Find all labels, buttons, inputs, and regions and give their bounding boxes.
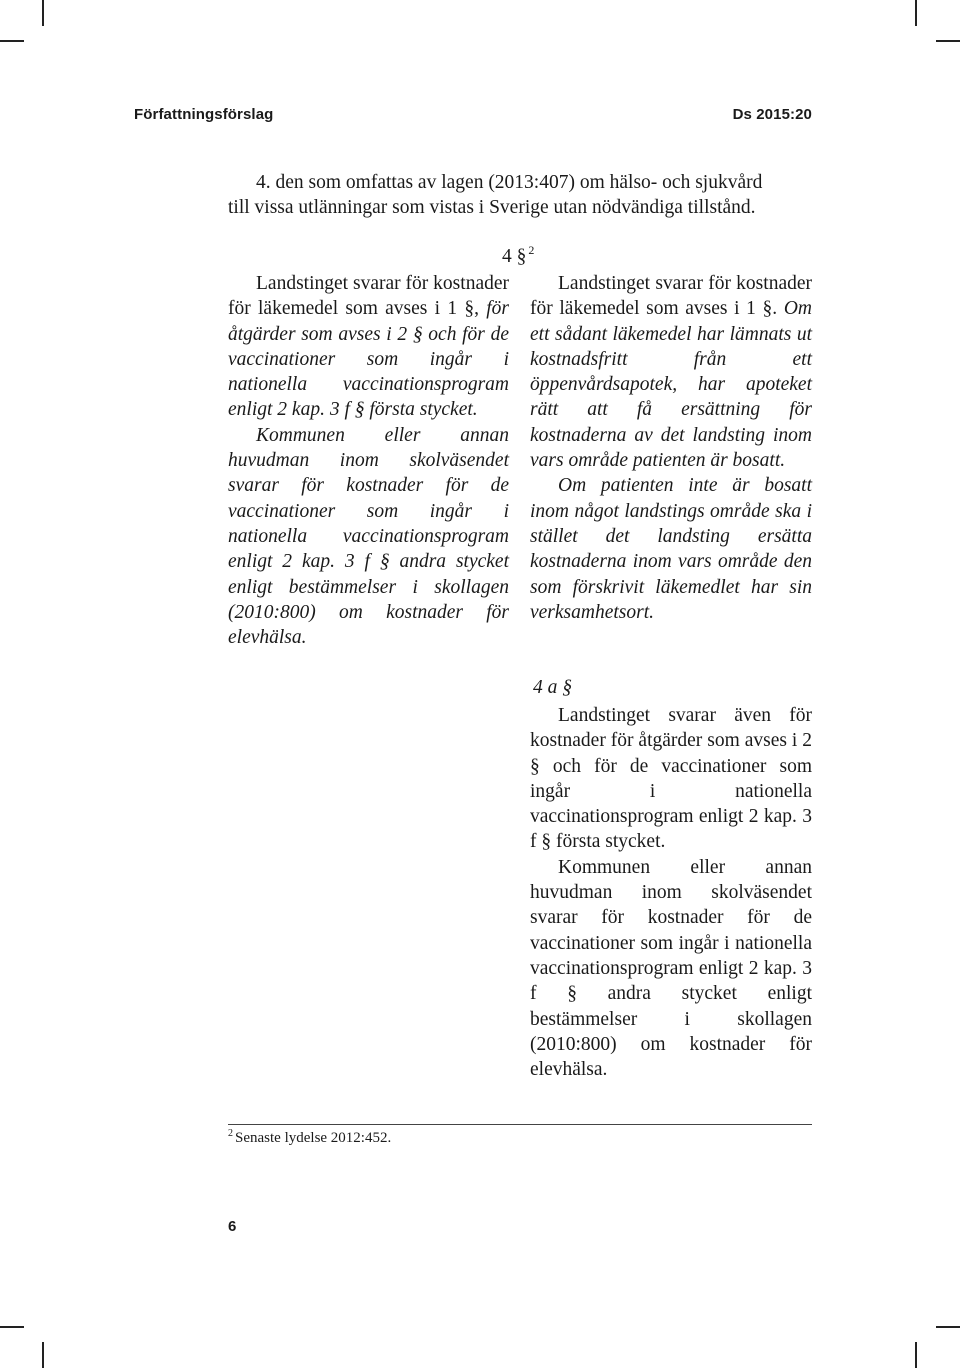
footnote-text: Senaste lydelse 2012:452.: [235, 1130, 392, 1146]
section-4a-paragraph-1: Landstinget svarar även för kostnader för åtgärder som avses i 2 § och för de vaccinationer som ingår i nationella vaccinationsprogram enligt 2 kap. 3 f § första stycket.: [530, 705, 812, 853]
crop-mark-top-right-horizontal: [936, 40, 960, 42]
section-4-proposed-wording: [530, 271, 812, 625]
section-4-heading: [502, 243, 535, 268]
page-number: 6: [228, 1218, 237, 1235]
running-head-title: Författningsförslag: [134, 106, 274, 123]
footnote: [228, 1130, 391, 1147]
crop-mark-top-right-vertical: [915, 0, 917, 26]
current-p2-plain: Kommunen eller annan: [256, 424, 509, 446]
intro-line-2: till vissa utlänningar som vistas i Sverige utan nödvändiga tillstånd.: [228, 197, 756, 218]
section-4a-paragraph-2: Kommunen eller annan huvudman inom skolväsendet svarar för kostnader för de vaccinationer som ingår i nationella vaccinationsprogram enligt 2 kap. 3 f § andra stycket enligt bestämmelser i skollagen (2010:800) om kostnader för elevhälsa.: [530, 856, 812, 1081]
footnote-reference: 2: [528, 243, 535, 257]
intro-list-item: [228, 170, 818, 220]
current-p2-italic: huvudman inom skolväsendet svarar för kostnader för de vaccinationer som ingår i nationella vaccinationsprogram enligt 2 kap. 3 f § andra stycket enligt bestämmelser i skollagen (2010:800) om kostnader för elevhälsa.: [228, 450, 509, 649]
current-p1-plain: Landstinget svarar för kostnader för läkemedel som avses i 1 §,: [228, 273, 509, 320]
intro-line-1: 4. den som omfattas av lagen (2013:407) om hälso- och sjukvård: [256, 172, 763, 193]
footnote-rule: [228, 1124, 812, 1125]
crop-mark-top-left-horizontal: [0, 40, 24, 42]
section-4-current-paragraph-1: [228, 271, 509, 423]
footnote-number: 2: [228, 1128, 233, 1139]
running-head-doc-id: Ds 2015:20: [732, 106, 812, 123]
crop-mark-bottom-right-horizontal: [936, 1326, 960, 1328]
proposed-p1-plain: Landstinget svarar för kostnader för läkemedel som avses i 1 §.: [530, 273, 812, 320]
section-4-label: 4 §: [502, 246, 527, 267]
proposed-p1-italic: Om ett sådant läkemedel har lämnats ut kostnadsfritt från ett öppenvårdsapotek, har apoteket rätt att få ersättning för kostnaderna av det landsting inom vars område patienten är bosatt.: [530, 298, 812, 472]
crop-mark-bottom-left-horizontal: [0, 1326, 24, 1328]
section-4a-text: [530, 703, 812, 1082]
section-4-current-wording: [228, 271, 509, 650]
section-4-proposed-paragraph-2: Om patienten inte är bosatt inom något landstings område ska i stället det landsting ersätta kostnaderna inom vars område den som förskrivit läkemedlet har sin verksamhetsort.: [530, 475, 812, 623]
crop-mark-top-left-vertical: [42, 0, 44, 26]
section-4a-heading: 4 a §: [533, 677, 572, 698]
current-p1-italic: för åtgärder som avses i 2 § och för de vaccinationer som ingår i nationella vaccinationsprogram enligt 2 kap. 3 f § första stycket.: [228, 298, 509, 421]
crop-mark-bottom-left-vertical: [42, 1342, 44, 1368]
section-4-proposed-paragraph-1: [530, 271, 812, 473]
section-4-current-paragraph-2: [228, 423, 509, 651]
crop-mark-bottom-right-vertical: [915, 1342, 917, 1368]
